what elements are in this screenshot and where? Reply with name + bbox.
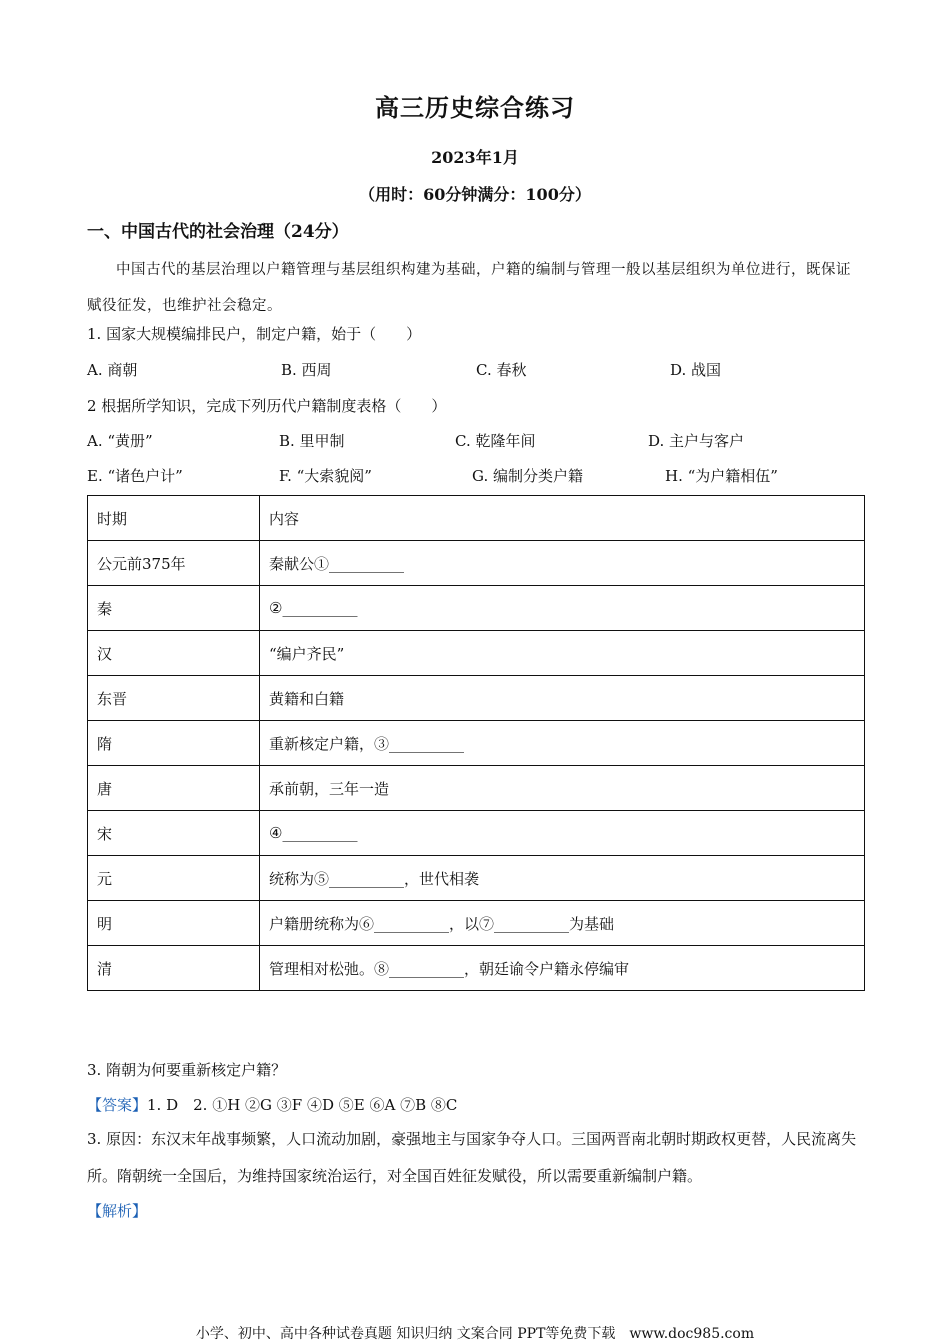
- period-cell: 宋: [88, 811, 260, 856]
- content-cell: 承前朝，三年一造: [260, 766, 865, 811]
- answer-text: 1. D 2. ①H ②G ③F ④D ⑤E ⑥A ⑦B ⑧C: [147, 1096, 458, 1114]
- period-cell: 隋: [88, 721, 260, 766]
- table-row: [88, 631, 865, 676]
- content-cell: 统称为⑤__________，世代相袭: [260, 856, 865, 901]
- answer-label: 【答案】: [87, 1096, 148, 1114]
- table-row: [88, 721, 865, 766]
- q1-option-c: C. 春秋: [476, 361, 527, 379]
- q2-option-e: E. “诸色户计”: [87, 467, 183, 485]
- period-cell: 清: [88, 946, 260, 991]
- content-cell: 户籍册统称为⑥__________，以⑦__________为基础: [260, 901, 865, 946]
- content-cell: 重新核定户籍，③__________: [260, 721, 865, 766]
- q2-option-b: B. 里甲制: [279, 432, 345, 450]
- q2-option-g: G. 编制分类户籍: [472, 467, 583, 485]
- period-cell: 元: [88, 856, 260, 901]
- q1-option-b: B. 西周: [281, 361, 332, 379]
- page-title: 高三历史综合练习: [375, 93, 575, 122]
- period-cell: 东晋: [88, 676, 260, 721]
- table-header-cell: 时期: [88, 496, 260, 541]
- period-cell: 公元前375年: [88, 541, 260, 586]
- q2-option-f: F. “大索貌阅”: [279, 467, 372, 485]
- section-intro: 中国古代的基层治理以户籍管理与基层组织构建为基础，户籍的编制与管理一般以基层组织为单位进行，既保证赋役征发，也维护社会稳定。: [87, 262, 851, 314]
- table-row: [88, 856, 865, 901]
- table-header-row: [88, 496, 865, 541]
- table-row: [88, 541, 865, 586]
- page-footer: 小学、初中、高中各种试卷真题 知识归纳 文案合同 PPT等免费下载 www.doc985.com: [195, 1326, 755, 1342]
- content-cell: 秦献公①__________: [260, 541, 865, 586]
- table-row: [88, 766, 865, 811]
- table-row: [88, 946, 865, 991]
- time-info: （用时：60分钟满分：100分）: [359, 185, 591, 204]
- q1-option-a: A. 商朝: [87, 361, 138, 379]
- question-2: 2 根据所学知识，完成下列历代户籍制度表格（ ）: [87, 397, 447, 415]
- q2-option-c: C. 乾隆年间: [455, 432, 536, 450]
- content-cell: ②__________: [260, 586, 865, 631]
- q1-option-d: D. 战国: [670, 361, 722, 379]
- answer-explanation: 3. 原因：东汉末年战事频繁，人口流动加剧，豪强地主与国家争夺人口。三国两晋南北朝时期政权更替，人民流离失所。隋朝统一全国后，为维持国家统治运行，对全国百姓征发赋役，所以需要重新编制户籍。: [87, 1130, 857, 1185]
- exam-date: 2023年1月: [431, 148, 519, 167]
- table-row: [88, 811, 865, 856]
- table-row: [88, 901, 865, 946]
- content-cell: 黄籍和白籍: [260, 676, 865, 721]
- household-registration-table: [87, 495, 865, 991]
- q2-option-h: H. “为户籍相伍”: [665, 467, 778, 485]
- content-cell: 管理相对松弛。⑧__________，朝廷谕令户籍永停编审: [260, 946, 865, 991]
- q2-option-d: D. 主户与客户: [648, 432, 745, 450]
- content-cell: ④__________: [260, 811, 865, 856]
- section-heading: 一、中国古代的社会治理（24分）: [87, 222, 349, 242]
- question-1: 1. 国家大规模编排民户，制定户籍，始于（ ）: [87, 325, 422, 343]
- period-cell: 汉: [88, 631, 260, 676]
- period-cell: 唐: [88, 766, 260, 811]
- period-cell: 秦: [88, 586, 260, 631]
- table-row: [88, 676, 865, 721]
- answer-line: [87, 1094, 457, 1115]
- table-header-cell: 内容: [260, 496, 865, 541]
- question-3: 3. 隋朝为何要重新核定户籍？: [87, 1061, 287, 1079]
- content-cell: “编户齐民”: [260, 631, 865, 676]
- table-row: [88, 586, 865, 631]
- q2-option-a: A. “黄册”: [87, 432, 153, 450]
- period-cell: 明: [88, 901, 260, 946]
- analysis-label: 【解析】: [87, 1202, 148, 1220]
